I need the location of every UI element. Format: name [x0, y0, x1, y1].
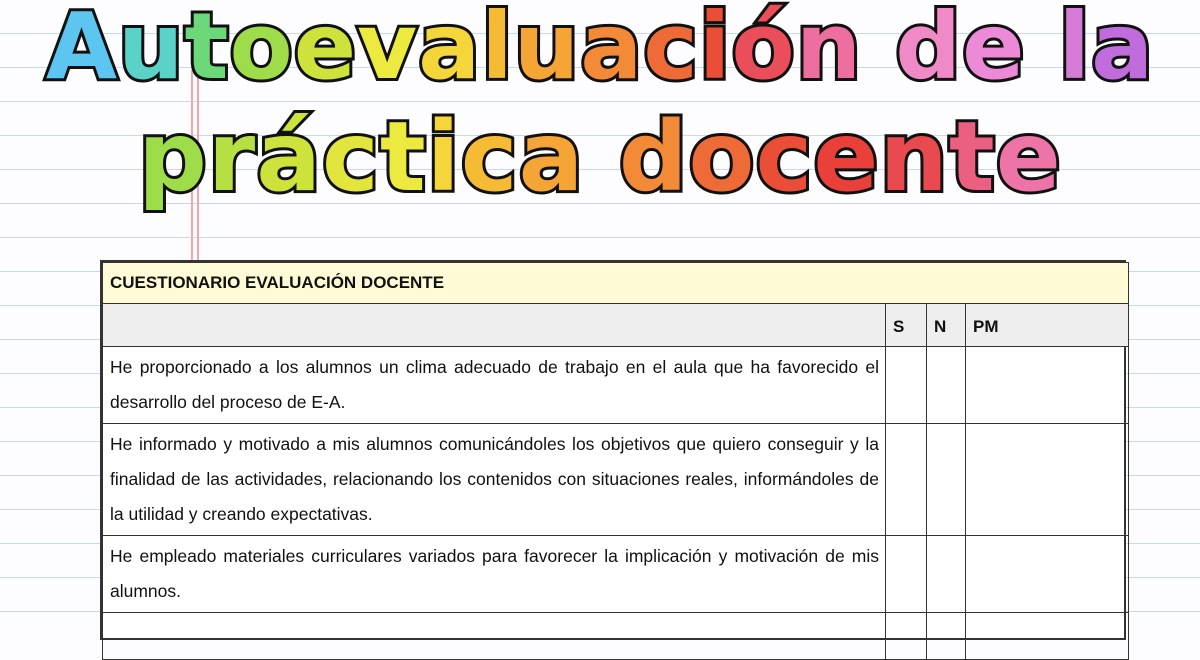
title-letter — [1025, 0, 1058, 102]
title-letter: A — [45, 0, 119, 100]
table-row — [103, 536, 1129, 613]
title-letter: t — [379, 101, 427, 213]
title-letter: o — [688, 101, 756, 213]
title-letter: n — [795, 0, 863, 100]
questionnaire-sheet — [100, 260, 1126, 640]
column-header-pm: PM — [966, 304, 1129, 347]
title-letter: d — [895, 0, 963, 100]
answer-cell-n[interactable] — [927, 613, 966, 660]
answer-cell-n[interactable] — [927, 347, 966, 424]
question-text-cut-off — [103, 613, 886, 660]
title-letter: l — [481, 0, 514, 100]
question-text: He empleado materiales curriculares variados para favorecer la implicación y motivación de mis alumnos. — [103, 536, 886, 613]
title-letter: a — [1091, 0, 1155, 100]
title-letter: u — [513, 0, 581, 100]
page-title-line-1 — [0, 0, 1200, 102]
title-letter: p — [138, 101, 208, 213]
column-header-n: N — [927, 304, 966, 347]
title-letter: a — [580, 0, 644, 100]
questionnaire-table — [102, 262, 1129, 660]
table-row-partial — [103, 613, 1129, 660]
title-letter: l — [1058, 0, 1092, 100]
title-letter: a — [418, 0, 482, 100]
title-letter: o — [229, 0, 294, 100]
table-heading: CUESTIONARIO EVALUACIÓN DOCENTE — [103, 263, 1129, 304]
answer-cell-n[interactable] — [927, 424, 966, 536]
answer-cell-pm[interactable] — [966, 613, 1129, 660]
title-letter — [584, 102, 618, 212]
answer-cell-pm[interactable] — [966, 424, 1129, 536]
title-letter: c — [460, 101, 519, 213]
column-header-s: S — [886, 304, 927, 347]
title-letter: t — [184, 0, 230, 100]
table-column-header-row — [103, 304, 1129, 347]
title-letter: t — [948, 101, 996, 213]
title-letter: ó — [731, 0, 796, 100]
title-letter: i — [426, 101, 461, 213]
answer-cell-s[interactable] — [886, 424, 927, 536]
answer-cell-pm[interactable] — [966, 536, 1129, 613]
title-letter: u — [118, 0, 185, 100]
column-header-question — [103, 304, 886, 347]
title-letter: e — [962, 0, 1026, 100]
answer-cell-s[interactable] — [886, 536, 927, 613]
title-letter: a — [518, 101, 585, 213]
question-text: He informado y motivado a mis alumnos comunicándoles los objetivos que quiero conseguir y la finalidad de las actividades, relacionando los contenidos con situaciones reales, informándoles de la utilidad y creando expectativas. — [103, 424, 886, 536]
question-text: He proporcionado a los alumnos un clima adecuado de trabajo en el aula que ha favorecido el desarrollo del proceso de E-A. — [103, 347, 886, 424]
title-letter: e — [813, 101, 880, 213]
title-letter: c — [322, 101, 380, 213]
title-letter — [862, 0, 895, 102]
title-letter: r — [207, 101, 257, 213]
title-letter: v — [357, 0, 419, 100]
title-letter: c — [755, 101, 814, 213]
answer-cell-n[interactable] — [927, 536, 966, 613]
answer-cell-s[interactable] — [886, 613, 927, 660]
answer-cell-pm[interactable] — [966, 347, 1129, 424]
title-letter: n — [879, 101, 949, 213]
title-letter: á — [256, 101, 322, 213]
table-row — [103, 424, 1129, 536]
table-heading-row — [103, 263, 1129, 304]
title-letter: i — [698, 0, 732, 100]
title-letter: e — [995, 101, 1062, 213]
title-letter: c — [643, 0, 699, 100]
page-title-line-2 — [0, 102, 1200, 212]
title-letter: d — [618, 101, 689, 213]
title-letter: e — [293, 0, 358, 100]
answer-cell-s[interactable] — [886, 347, 927, 424]
table-row — [103, 347, 1129, 424]
